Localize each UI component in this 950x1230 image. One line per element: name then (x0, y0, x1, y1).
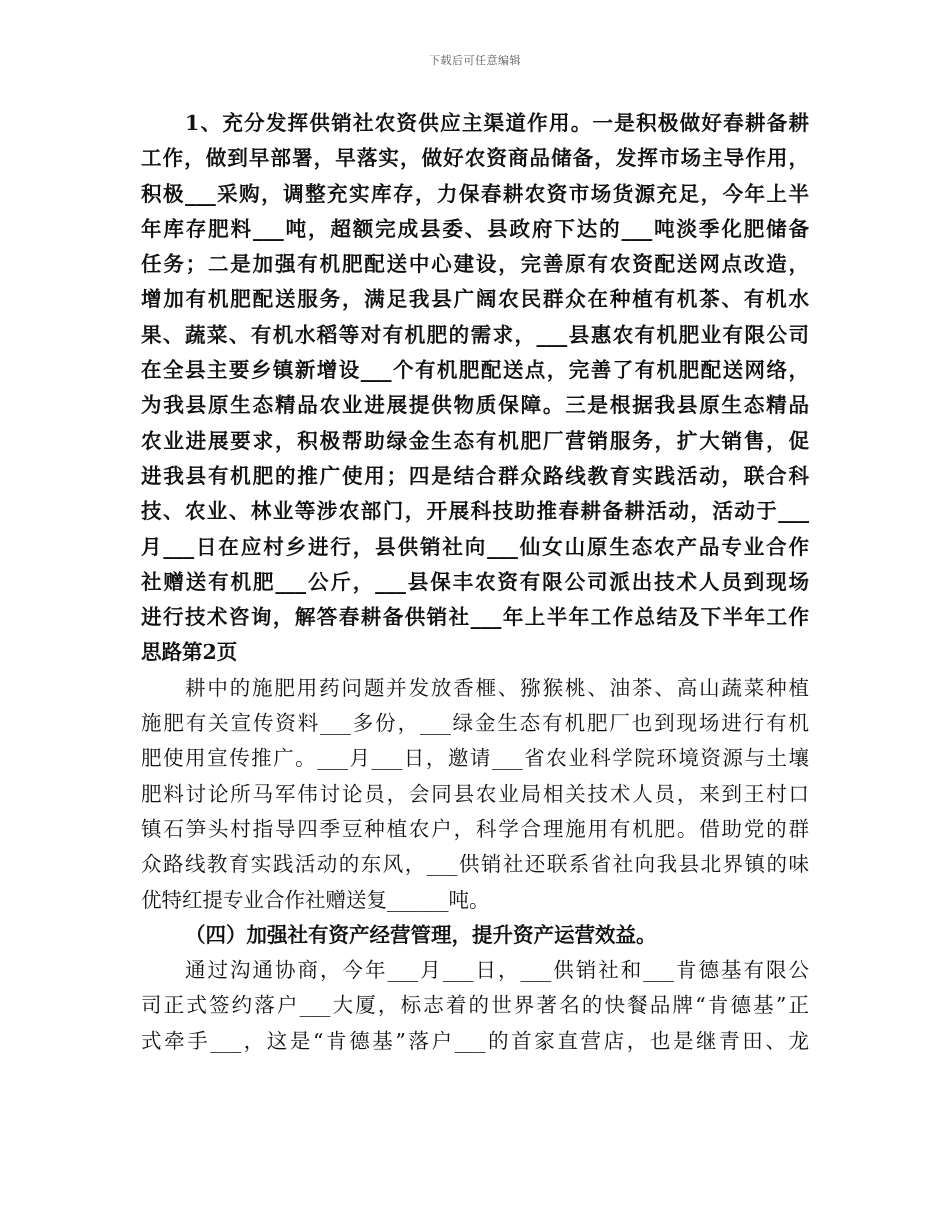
text-line: 任务；二是加强有机肥配送中心建设，完善原有农资配送网点改造， (141, 252, 809, 277)
text-line: 式牵手___，这是“肯德基”落户___的首家直营店，也是继青田、龙 (141, 1028, 809, 1053)
page-header-note: 下载后可任意编辑 (429, 54, 521, 67)
text-line: 果、蔬菜、有机水稻等对有机肥的需求，___县惠农有机肥业有限公司 (141, 322, 809, 347)
paragraph-3 (141, 953, 809, 1059)
text-line: 年库存肥料___吨，超额完成县委、县政府下达的___吨淡季化肥储备 (141, 216, 809, 241)
text-line: 进行技术咨询，解答春耕备供销社___年上半年工作总结及下半年工作 (141, 605, 809, 630)
text-line: 优特红提专业合作社赠送复______吨。 (141, 887, 490, 912)
text-line: 增加有机肥配送服务，满足我县广阔农民群众在种植有机茶、有机水 (141, 287, 809, 312)
text-line: 施肥有关宣传资料___多份，___绿金生态有机肥厂也到现场进行有机 (141, 711, 809, 736)
text-line: 技、农业、林业等涉农部门，开展科技助推春耕备耕活动，活动于___ (141, 499, 809, 524)
text-line: 通过沟通协商，今年___月___日，___供销社和___肯德基有限公 (185, 958, 809, 983)
text-line: 农业进展要求，积极帮助绿金生态有机肥厂营销服务，扩大销售，促 (141, 428, 809, 453)
document-body (141, 106, 809, 1059)
text-line: 月___日在应村乡进行，县供销社向___仙女山原生态农产品专业合作 (141, 534, 809, 559)
section-heading-text: （四）加强社有资产经营管理，提升资产运营效益。 (185, 922, 657, 947)
text-line: 思路第2页 (141, 640, 238, 665)
text-line: 众路线教育实践活动的东风，___供销社还联系省社向我县北界镇的味 (141, 852, 809, 877)
text-line: 肥料讨论所马军伟讨论员，会同县农业局相关技术人员，来到王村口 (141, 781, 809, 806)
text-line: 为我县原生态精品农业进展提供物质保障。三是根据我县原生态精品 (141, 393, 809, 418)
paragraph-1 (141, 106, 809, 671)
text-line: 社赠送有机肥___公斤，___县保丰农资有限公司派出技术人员到现场 (141, 569, 809, 594)
text-line: 1、充分发挥供销社农资供应主渠道作用。一是积极做好春耕备耕 (185, 111, 809, 135)
text-line: 工作，做到早部署，早落实，做好农资商品储备，发挥市场主导作用， (141, 146, 809, 171)
text-line: 肥使用宣传推广。___月___日，邀请___省农业科学院环境资源与土壤 (141, 746, 809, 771)
text-line: 积极___采购，调整充实库存，力保春耕农资市场货源充足，今年上半 (141, 181, 809, 206)
text-line: 镇石笋头村指导四季豆种植农户，科学合理施用有机肥。借助党的群 (141, 816, 809, 841)
text-line: 司正式签约落户___大厦，标志着的世界著名的快餐品牌“肯德基”正 (141, 993, 809, 1018)
section-heading (141, 918, 809, 953)
text-line: 耕中的施肥用药问题并发放香榧、猕猴桃、油茶、高山蔬菜种植 (185, 675, 809, 700)
text-line: 进我县有机肥的推广使用；四是结合群众路线教育实践活动，联合科 (141, 463, 809, 488)
text-line: 在全县主要乡镇新增设___个有机肥配送点，完善了有机肥配送网络， (141, 358, 809, 383)
paragraph-2 (141, 671, 809, 918)
